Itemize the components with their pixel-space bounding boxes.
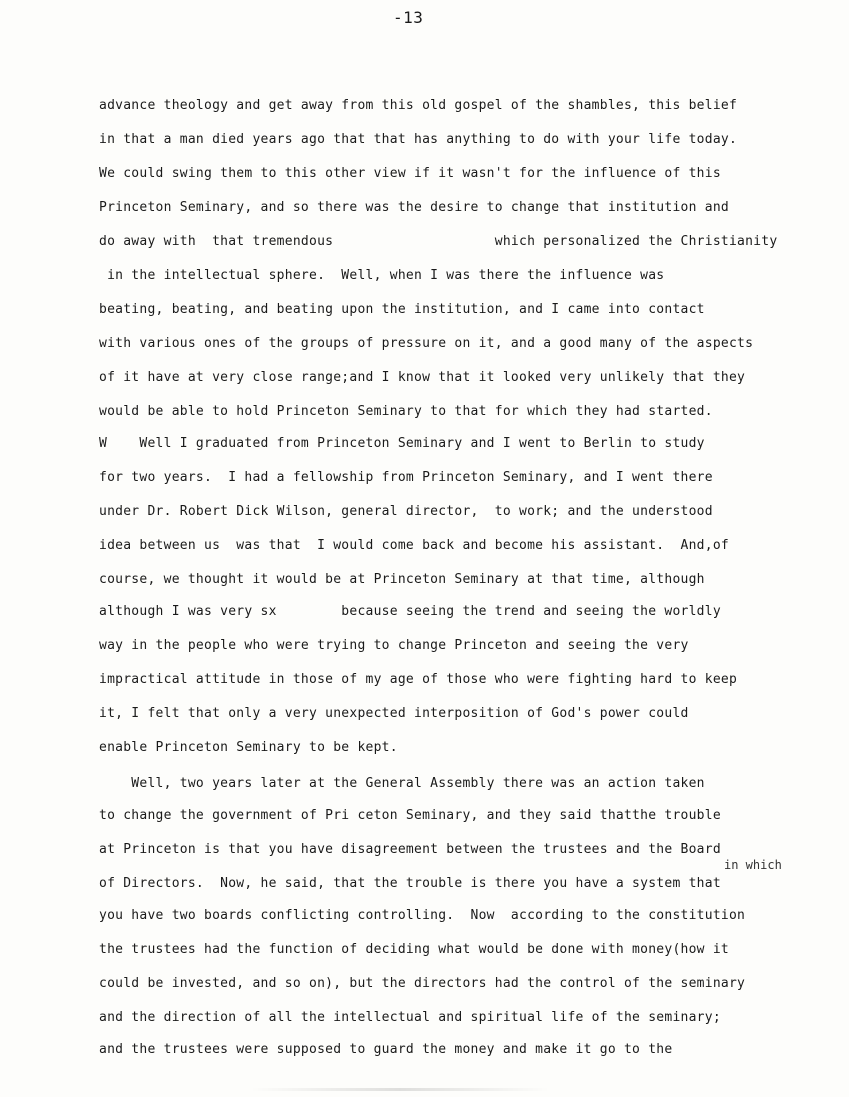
text-line: would be able to hold Princeton Seminary to that for which they had started.: [99, 404, 713, 419]
text-line: at Princeton is that you have disagreement between the trustees and the Board: [99, 842, 721, 857]
text-line: W Well I graduated from Princeton Seminary and I went to Berlin to study: [99, 436, 705, 451]
text-line: impractical attitude in those of my age of those who were fighting hard to keep: [99, 672, 738, 687]
text-line: under Dr. Robert Dick Wilson, general director, to work; and the understood: [99, 504, 713, 519]
text-line: for two years. I had a fellowship from Princeton Seminary, and I went there: [99, 470, 713, 485]
text-line: although I was very sx because seeing the trend and seeing the worldly: [99, 604, 721, 619]
text-line: beating, beating, and beating upon the institution, and I came into contact: [99, 302, 705, 317]
text-line: of it have at very close range;and I know that it looked very unlikely that they: [99, 370, 746, 385]
text-line: and the direction of all the intellectual and spiritual life of the seminary;: [99, 1010, 721, 1025]
text-line: idea between us was that I would come back and become his assistant. And,of: [99, 538, 729, 553]
text-line: of Directors. Now, he said, that the trouble is there you have a system that: [99, 876, 721, 891]
text-line: way in the people who were trying to change Princeton and seeing the very: [99, 638, 689, 653]
page-number: -13: [393, 8, 424, 27]
text-line: could be invested, and so on), but the directors had the control of the seminary: [99, 976, 746, 991]
text-line: to change the government of Pri ceton Seminary, and they said thatthe trouble: [99, 808, 721, 823]
text-line: course, we thought it would be at Princeton Seminary at that time, although: [99, 572, 705, 587]
text-line: advance theology and get away from this old gospel of the shambles, this belief: [99, 98, 738, 113]
handwritten-insert: in which: [724, 858, 782, 872]
text-line: We could swing them to this other view if it wasn't for the influence of this: [99, 166, 721, 181]
text-line: and the trustees were supposed to guard the money and make it go to the: [99, 1042, 673, 1057]
text-line: in that a man died years ago that that has anything to do with your life today.: [99, 132, 738, 147]
text-line: Well, two years later at the General Assembly there was an action taken: [99, 776, 705, 791]
text-line: in the intellectual sphere. Well, when I was there the influence was: [99, 268, 665, 283]
text-line: do away with that tremendous which personalized the Christianity: [99, 234, 778, 249]
text-line: the trustees had the function of deciding what would be done with money(how it: [99, 942, 729, 957]
text-line: it, I felt that only a very unexpected interposition of God's power could: [99, 706, 689, 721]
text-line: you have two boards conflicting controlling. Now according to the constitution: [99, 908, 746, 923]
text-line: with various ones of the groups of pressure on it, and a good many of the aspects: [99, 336, 754, 351]
text-line: enable Princeton Seminary to be kept.: [99, 740, 398, 755]
text-line: Princeton Seminary, and so there was the desire to change that institution and: [99, 200, 729, 215]
scan-smudge: [250, 1088, 550, 1091]
